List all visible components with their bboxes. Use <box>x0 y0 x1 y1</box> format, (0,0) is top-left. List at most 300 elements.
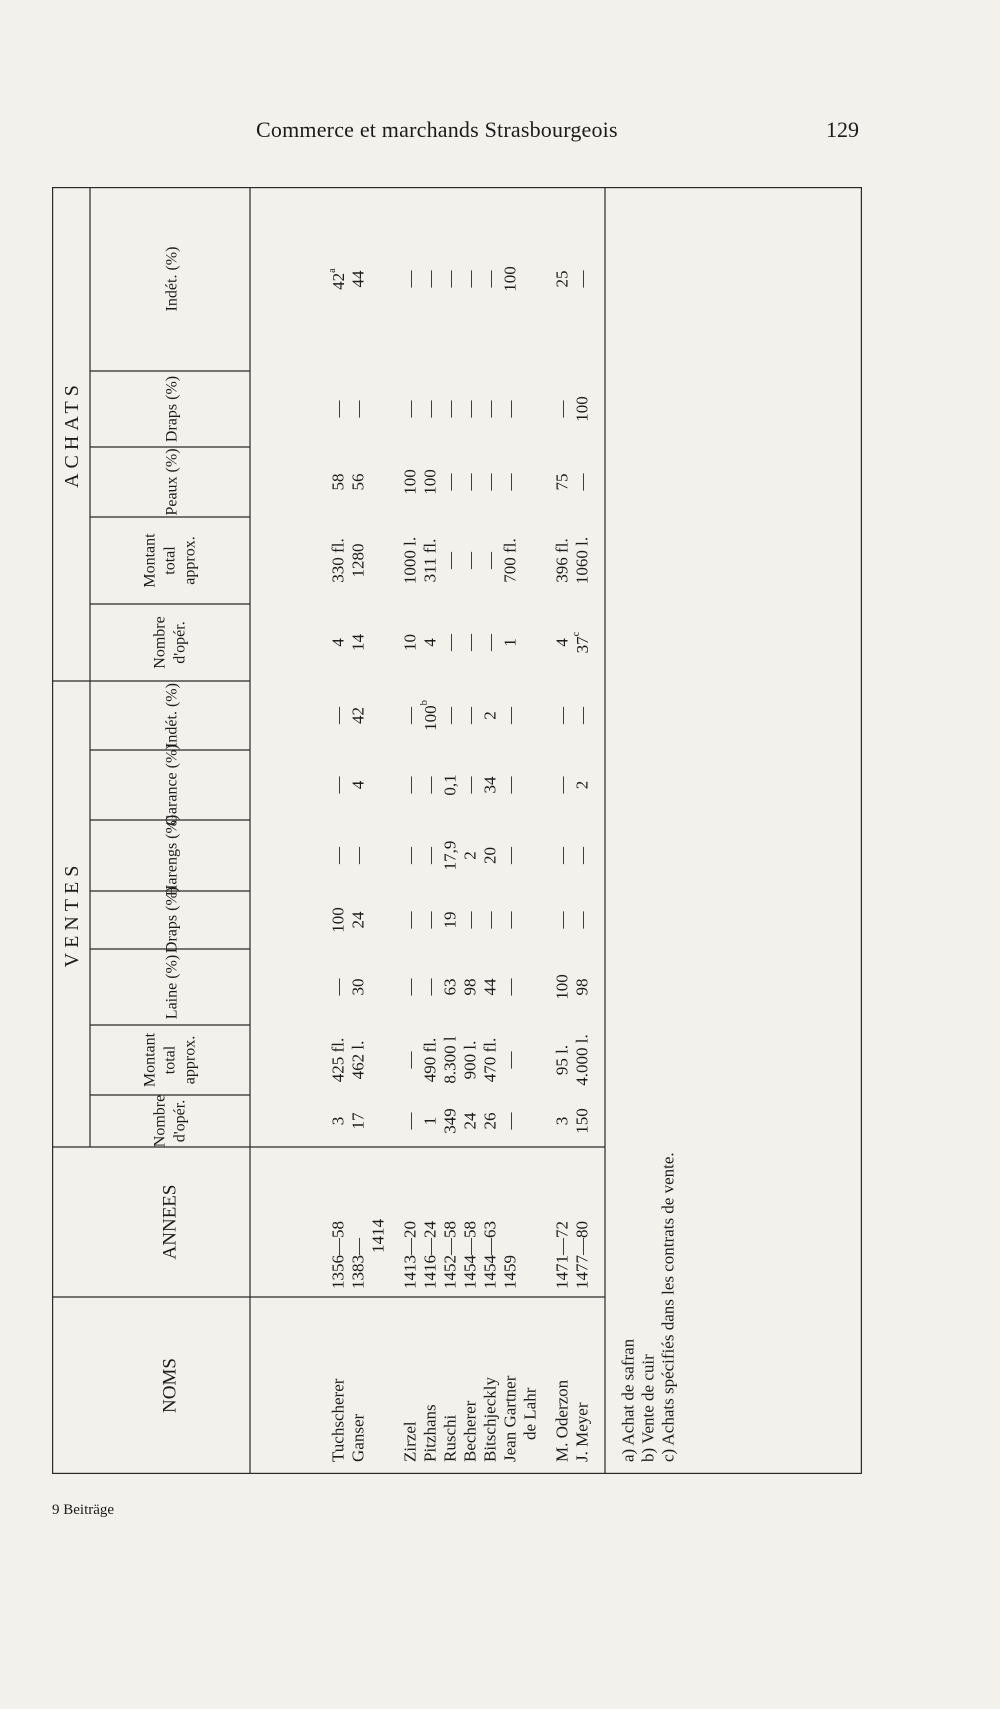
cell-v_garance <box>461 776 480 795</box>
cell-v_laine <box>553 974 572 1000</box>
svg-text:—: — <box>400 847 420 864</box>
cell-v_garance <box>401 776 420 795</box>
column-header-v_garance-line: Garance (%) <box>163 744 181 826</box>
row-years <box>401 1221 420 1289</box>
cell-v_nombre <box>421 1117 440 1126</box>
svg-text:—: — <box>460 473 480 491</box>
row-years-line: 1416—24 <box>420 1221 440 1289</box>
column-header-a_draps <box>164 376 181 442</box>
row-years-line: 1454—63 <box>480 1221 500 1289</box>
cell-v_indet <box>573 706 592 725</box>
cell-v_laine <box>501 978 520 997</box>
row-years <box>481 1221 500 1289</box>
cell-v_nombre <box>401 1112 420 1131</box>
svg-text:1: 1 <box>500 638 520 647</box>
cell-a_nombre <box>481 633 500 652</box>
svg-text:—: — <box>500 707 520 724</box>
row-years-line: 1471—72 <box>552 1221 572 1289</box>
cell-a_peaux <box>461 473 480 492</box>
row-name <box>441 1415 460 1463</box>
svg-text:—: — <box>480 270 500 288</box>
svg-text:—: — <box>400 400 420 418</box>
cell-v_laine <box>329 978 348 997</box>
svg-text:—: — <box>440 634 460 651</box>
cell-a_indet <box>441 270 460 289</box>
svg-text:—: — <box>460 634 480 651</box>
svg-text:20: 20 <box>480 847 500 864</box>
cell-v_indet <box>441 706 460 725</box>
cell-v_nombre <box>329 1117 348 1126</box>
footnote-c-line: c) Achats spécifiés dans les contrats de vente. <box>658 1152 678 1462</box>
svg-text:100: 100 <box>400 469 420 495</box>
column-header-v_montant-line: approx. <box>181 1035 199 1085</box>
cell-a_montant <box>573 537 592 584</box>
row-years-line: 1383— <box>348 1238 368 1289</box>
svg-text:—: — <box>500 1051 520 1069</box>
row-name <box>349 1414 368 1462</box>
svg-text:900 l.: 900 l. <box>460 1040 480 1080</box>
cell-a_peaux <box>421 469 440 495</box>
svg-text:63: 63 <box>440 978 460 996</box>
svg-text:—: — <box>328 707 348 724</box>
group-label-ventes-line: VENTES <box>61 860 83 968</box>
svg-text:—: — <box>328 978 348 996</box>
svg-text:4: 4 <box>552 638 572 647</box>
svg-text:150: 150 <box>572 1108 592 1134</box>
svg-text:—: — <box>500 1112 520 1130</box>
cell-v_harengs <box>573 846 592 865</box>
cell-v_harengs <box>553 846 572 865</box>
cell-v_garance <box>329 776 348 795</box>
svg-text:44: 44 <box>348 270 368 288</box>
cell-v_garance <box>441 774 460 795</box>
cell-v_montant <box>401 1051 420 1070</box>
names-header <box>160 1358 181 1413</box>
svg-text:—: — <box>420 776 440 794</box>
svg-text:—: — <box>572 270 592 288</box>
row-name <box>461 1400 480 1462</box>
cell-v_indet <box>401 706 420 725</box>
row-name-line: Bitschjeckly <box>480 1377 500 1462</box>
svg-text:44: 44 <box>480 978 500 996</box>
svg-text:—: — <box>500 847 520 864</box>
cell-a_indet <box>501 266 520 292</box>
svg-text:—: — <box>552 776 572 794</box>
cell-a_montant <box>329 538 348 582</box>
row-name <box>553 1379 572 1462</box>
svg-text:—: — <box>480 552 500 569</box>
row-name <box>521 1387 540 1440</box>
svg-text:—: — <box>440 707 460 724</box>
row-name-line: Ruschi <box>440 1414 460 1462</box>
cell-v_indet <box>329 706 348 725</box>
svg-text:0,1: 0,1 <box>440 774 460 796</box>
column-header-v_harengs-line: Harengs (%) <box>163 814 181 897</box>
cell-a_nombre <box>501 638 520 647</box>
cell-v_harengs <box>401 846 420 865</box>
column-header-v_harengs <box>164 815 181 896</box>
cell-v_laine <box>421 978 440 997</box>
svg-text:100: 100 <box>328 907 348 933</box>
svg-text:4: 4 <box>348 780 368 790</box>
cell-a_nombre <box>401 634 420 651</box>
footnote-b <box>639 1354 658 1462</box>
cell-a_montant <box>501 538 520 582</box>
cell-a_draps <box>501 400 520 419</box>
svg-text:—: — <box>440 270 460 288</box>
cell-v_indet <box>461 706 480 725</box>
cell-v_nombre <box>481 1113 500 1130</box>
cell-v_laine <box>461 979 480 996</box>
cell-v_draps <box>441 912 460 929</box>
svg-text:470 fl.: 470 fl. <box>480 1037 500 1083</box>
column-header-v_montant-line: total <box>161 1045 179 1075</box>
svg-text:—: — <box>552 847 572 864</box>
svg-text:—: — <box>460 400 480 418</box>
cell-v_montant <box>421 1038 440 1082</box>
row-years-line: 1414 <box>368 1219 388 1253</box>
cell-a_draps <box>553 400 572 419</box>
svg-text:—: — <box>500 911 520 929</box>
row-years-line: 1356—58 <box>328 1221 348 1289</box>
column-header-a_peaux-line: Peaux (%) <box>163 448 181 516</box>
cell-v_montant <box>461 1041 480 1080</box>
svg-text:100: 100 <box>420 469 440 495</box>
svg-text:396 fl.: 396 fl. <box>552 538 572 583</box>
cell-a_montant <box>401 537 420 584</box>
svg-text:—: — <box>572 911 592 929</box>
cell-a_draps <box>329 400 348 419</box>
svg-text:17: 17 <box>348 1112 368 1130</box>
cell-a_nombre <box>329 638 348 647</box>
cell-a_montant <box>441 551 460 570</box>
svg-text:19: 19 <box>440 911 460 929</box>
svg-text:—: — <box>480 634 500 651</box>
row-years <box>369 1219 388 1254</box>
cell-v_draps <box>573 911 592 930</box>
cell-v_garance <box>421 776 440 795</box>
row-name-line: M. Oderzon <box>552 1379 572 1462</box>
svg-text:4: 4 <box>328 638 348 647</box>
svg-text:—: — <box>420 911 440 929</box>
cell-a_peaux <box>553 474 572 491</box>
cell-v_garance <box>349 780 368 789</box>
row-name-line: Becherer <box>460 1400 480 1462</box>
years-header-line: ANNEES <box>159 1184 181 1260</box>
svg-text:—: — <box>480 400 500 418</box>
cell-v_nombre <box>553 1117 572 1126</box>
svg-text:—: — <box>500 400 520 418</box>
cell-v_laine <box>401 978 420 997</box>
svg-text:—: — <box>440 552 460 569</box>
footnote-a <box>619 1338 638 1462</box>
cell-v_indet <box>501 706 520 725</box>
row-years <box>421 1221 440 1290</box>
row-years-line: 1454—58 <box>460 1221 480 1289</box>
svg-text:2: 2 <box>572 780 592 790</box>
row-years <box>349 1237 368 1289</box>
svg-text:—: — <box>500 978 520 996</box>
names-header-line: NOMS <box>159 1358 181 1413</box>
row-name <box>573 1402 592 1462</box>
cell-v_montant <box>573 1034 592 1085</box>
svg-text:1280: 1280 <box>348 543 368 578</box>
column-header-a_nombre-line: d'opér. <box>171 621 189 664</box>
svg-text:—: — <box>552 400 572 418</box>
cell-a_draps <box>441 400 460 419</box>
cell-a_indet <box>327 268 348 290</box>
svg-text:700 fl.: 700 fl. <box>500 538 520 583</box>
svg-text:—: — <box>400 1051 420 1069</box>
svg-text:330 fl.: 330 fl. <box>328 538 348 583</box>
cell-a_peaux <box>481 473 500 492</box>
group-label-achats <box>61 380 83 488</box>
row-name-line: Pitzhans <box>420 1404 440 1462</box>
cell-v_draps <box>329 907 348 933</box>
svg-text:56: 56 <box>348 473 368 491</box>
rotated-table <box>52 187 862 1474</box>
cell-a_montant <box>553 538 572 582</box>
svg-text:311 fl.: 311 fl. <box>420 538 440 583</box>
svg-text:—: — <box>460 707 480 724</box>
column-header-a_indet-line: Indét. (%) <box>163 246 181 312</box>
svg-text:490 fl.: 490 fl. <box>420 1037 440 1083</box>
footnote-c <box>659 1152 678 1462</box>
column-header-a_montant-line: approx. <box>181 536 199 585</box>
svg-text:2: 2 <box>480 711 500 720</box>
svg-text:14: 14 <box>348 634 368 651</box>
column-header-v_draps-line: Draps (%) <box>163 886 181 954</box>
row-name <box>401 1421 420 1462</box>
cell-a_indet <box>349 270 368 288</box>
column-header-a_montant-line: Montant <box>141 533 159 588</box>
cell-v_garance <box>553 776 572 795</box>
cell-a_indet <box>481 270 500 289</box>
cell-a_peaux <box>401 469 420 495</box>
cell-v_montant <box>481 1038 500 1082</box>
svg-text:—: — <box>328 776 348 794</box>
svg-text:—: — <box>400 1112 420 1130</box>
cell-v_harengs <box>501 846 520 865</box>
cell-v_draps <box>553 911 572 930</box>
cell-v_nombre <box>501 1112 520 1131</box>
svg-text:349: 349 <box>440 1108 460 1134</box>
svg-text:100: 100 <box>572 396 592 422</box>
cell-a_draps <box>349 400 368 419</box>
svg-text:17,9: 17,9 <box>440 840 460 871</box>
svg-text:4.000 l.: 4.000 l. <box>572 1034 592 1086</box>
column-header-v_montant <box>142 1032 199 1087</box>
cell-v_garance <box>481 776 500 794</box>
svg-text:3: 3 <box>552 1116 572 1126</box>
cell-v_harengs <box>349 846 368 865</box>
svg-text:—: — <box>400 911 420 929</box>
svg-text:—: — <box>328 847 348 864</box>
svg-text:—: — <box>348 400 368 418</box>
cell-v_draps <box>501 911 520 930</box>
cell-v_montant <box>553 1045 572 1075</box>
cell-a_indet <box>553 271 572 288</box>
svg-text:—: — <box>400 270 420 288</box>
row-years-line: 1452—58 <box>440 1221 460 1289</box>
svg-text:25: 25 <box>552 270 572 288</box>
cell-a_draps <box>401 400 420 419</box>
cell-v_laine <box>573 979 592 996</box>
svg-text:24: 24 <box>348 911 368 929</box>
footnote-a-line: a) Achat de safran <box>618 1338 638 1462</box>
svg-text:—: — <box>460 776 480 794</box>
cell-a_indet <box>401 270 420 289</box>
cell-a_peaux <box>349 474 368 491</box>
column-header-v_garance <box>164 744 181 825</box>
row-years-line: 1459 <box>500 1255 520 1289</box>
signature-mark: 9 Beiträge <box>52 1502 115 1518</box>
svg-text:1000 l.: 1000 l. <box>400 536 420 585</box>
column-header-a_nombre-line: Nombre <box>151 616 169 669</box>
row-years <box>501 1255 520 1289</box>
svg-text:—: — <box>552 707 572 724</box>
cell-v_garance <box>573 781 592 790</box>
row-years-line: 1413—20 <box>400 1221 420 1289</box>
svg-text:4: 4 <box>420 638 440 647</box>
group-label-ventes <box>61 861 83 968</box>
svg-text:—: — <box>460 270 480 288</box>
svg-text:1: 1 <box>420 1116 440 1126</box>
svg-text:98: 98 <box>460 978 480 996</box>
cell-a_draps <box>421 400 440 419</box>
svg-text:26: 26 <box>480 1112 500 1130</box>
cell-v_laine <box>481 978 500 996</box>
svg-text:10: 10 <box>400 634 420 651</box>
cell-v_montant <box>329 1038 348 1082</box>
row-name-line: J. Meyer <box>572 1402 592 1462</box>
cell-a_nombre <box>553 638 572 647</box>
svg-text:—: — <box>460 552 480 569</box>
row-name <box>421 1404 440 1462</box>
svg-text:—: — <box>328 400 348 418</box>
cell-a_peaux <box>441 473 460 492</box>
svg-text:8.300 l: 8.300 l <box>440 1036 460 1084</box>
column-header-a_draps-line: Draps (%) <box>163 375 181 443</box>
svg-text:37c: 37$^c$ <box>570 631 592 654</box>
row-years <box>441 1221 460 1289</box>
cell-a_indet <box>421 270 440 289</box>
svg-text:—: — <box>572 473 592 491</box>
cell-a_nombre <box>349 634 368 652</box>
svg-text:—: — <box>400 978 420 996</box>
svg-text:24: 24 <box>460 1112 480 1130</box>
row-name <box>501 1375 520 1462</box>
cell-v_indet <box>481 711 500 720</box>
cell-a_peaux <box>573 473 592 492</box>
column-header-v_indet <box>164 683 181 748</box>
cell-v_draps <box>421 911 440 930</box>
svg-text:—: — <box>420 978 440 996</box>
cell-v_laine <box>441 979 460 996</box>
column-header-v_nombre-line: d'opér. <box>171 1099 189 1143</box>
row-years-line: 1477—80 <box>572 1221 592 1289</box>
row-name-line: Zirzel <box>400 1421 420 1462</box>
column-header-v_laine <box>164 955 181 1019</box>
cell-v_nombre <box>349 1112 368 1130</box>
cell-v_montant <box>349 1041 368 1080</box>
column-header-a_montant <box>142 533 199 588</box>
cell-v_montant <box>441 1036 460 1084</box>
cell-v_harengs <box>441 841 460 871</box>
svg-text:—: — <box>420 847 440 864</box>
cell-v_nombre <box>461 1112 480 1130</box>
cell-v_draps <box>349 911 368 929</box>
cell-a_indet <box>573 270 592 289</box>
svg-text:—: — <box>400 707 420 724</box>
svg-text:30: 30 <box>348 978 368 996</box>
svg-text:—: — <box>348 847 368 864</box>
cell-v_montant <box>501 1051 520 1070</box>
svg-text:100: 100 <box>500 266 520 292</box>
svg-text:—: — <box>420 400 440 418</box>
row-years <box>553 1221 572 1289</box>
years-header <box>160 1185 181 1260</box>
row-name-line: Ganser <box>348 1413 368 1462</box>
cell-a_peaux <box>501 473 520 492</box>
svg-text:—: — <box>440 473 460 491</box>
cell-v_draps <box>401 911 420 930</box>
svg-text:—: — <box>500 776 520 794</box>
svg-text:1060 l.: 1060 l. <box>572 536 592 585</box>
svg-text:95 l.: 95 l. <box>552 1044 572 1076</box>
cell-a_montant <box>421 539 440 583</box>
svg-text:42: 42 <box>348 707 368 724</box>
column-header-a_nombre <box>152 616 189 668</box>
footnote-b-line: b) Vente de cuir <box>638 1354 658 1462</box>
svg-text:100b: 100$^b$ <box>418 700 440 731</box>
column-header-a_indet <box>164 247 181 312</box>
cell-a_indet <box>461 270 480 289</box>
column-header-a_peaux <box>164 448 181 515</box>
svg-text:34: 34 <box>480 776 500 794</box>
svg-text:—: — <box>572 707 592 724</box>
svg-text:58: 58 <box>328 473 348 491</box>
svg-text:462 l.: 462 l. <box>348 1040 368 1080</box>
svg-text:—: — <box>480 911 500 929</box>
cell-a_draps <box>481 400 500 419</box>
row-name <box>481 1377 500 1462</box>
svg-text:—: — <box>460 911 480 929</box>
cell-a_nombre <box>571 631 592 653</box>
column-header-v_nombre-line: Nombre <box>151 1094 169 1148</box>
row-years <box>461 1221 480 1289</box>
cell-v_nombre <box>573 1108 592 1134</box>
cell-v_nombre <box>441 1108 460 1134</box>
row-name-line: Jean Gartner <box>500 1375 520 1462</box>
svg-text:98: 98 <box>572 978 592 996</box>
cell-a_montant <box>461 551 480 570</box>
row-name-line: de Lahr <box>520 1387 540 1440</box>
svg-text:100: 100 <box>552 974 572 1000</box>
cell-a_montant <box>349 544 368 578</box>
row-name <box>329 1378 348 1462</box>
svg-text:425 fl.: 425 fl. <box>328 1037 348 1083</box>
cell-v_indet <box>419 700 440 731</box>
cell-a_nombre <box>441 633 460 652</box>
column-header-v_montant-line: Montant <box>141 1032 159 1088</box>
svg-text:—: — <box>480 473 500 491</box>
cell-a_draps <box>461 400 480 419</box>
cell-v_harengs <box>461 851 480 860</box>
cell-a_draps <box>573 396 592 422</box>
cell-v_garance <box>501 776 520 795</box>
cell-v_indet <box>553 706 572 725</box>
